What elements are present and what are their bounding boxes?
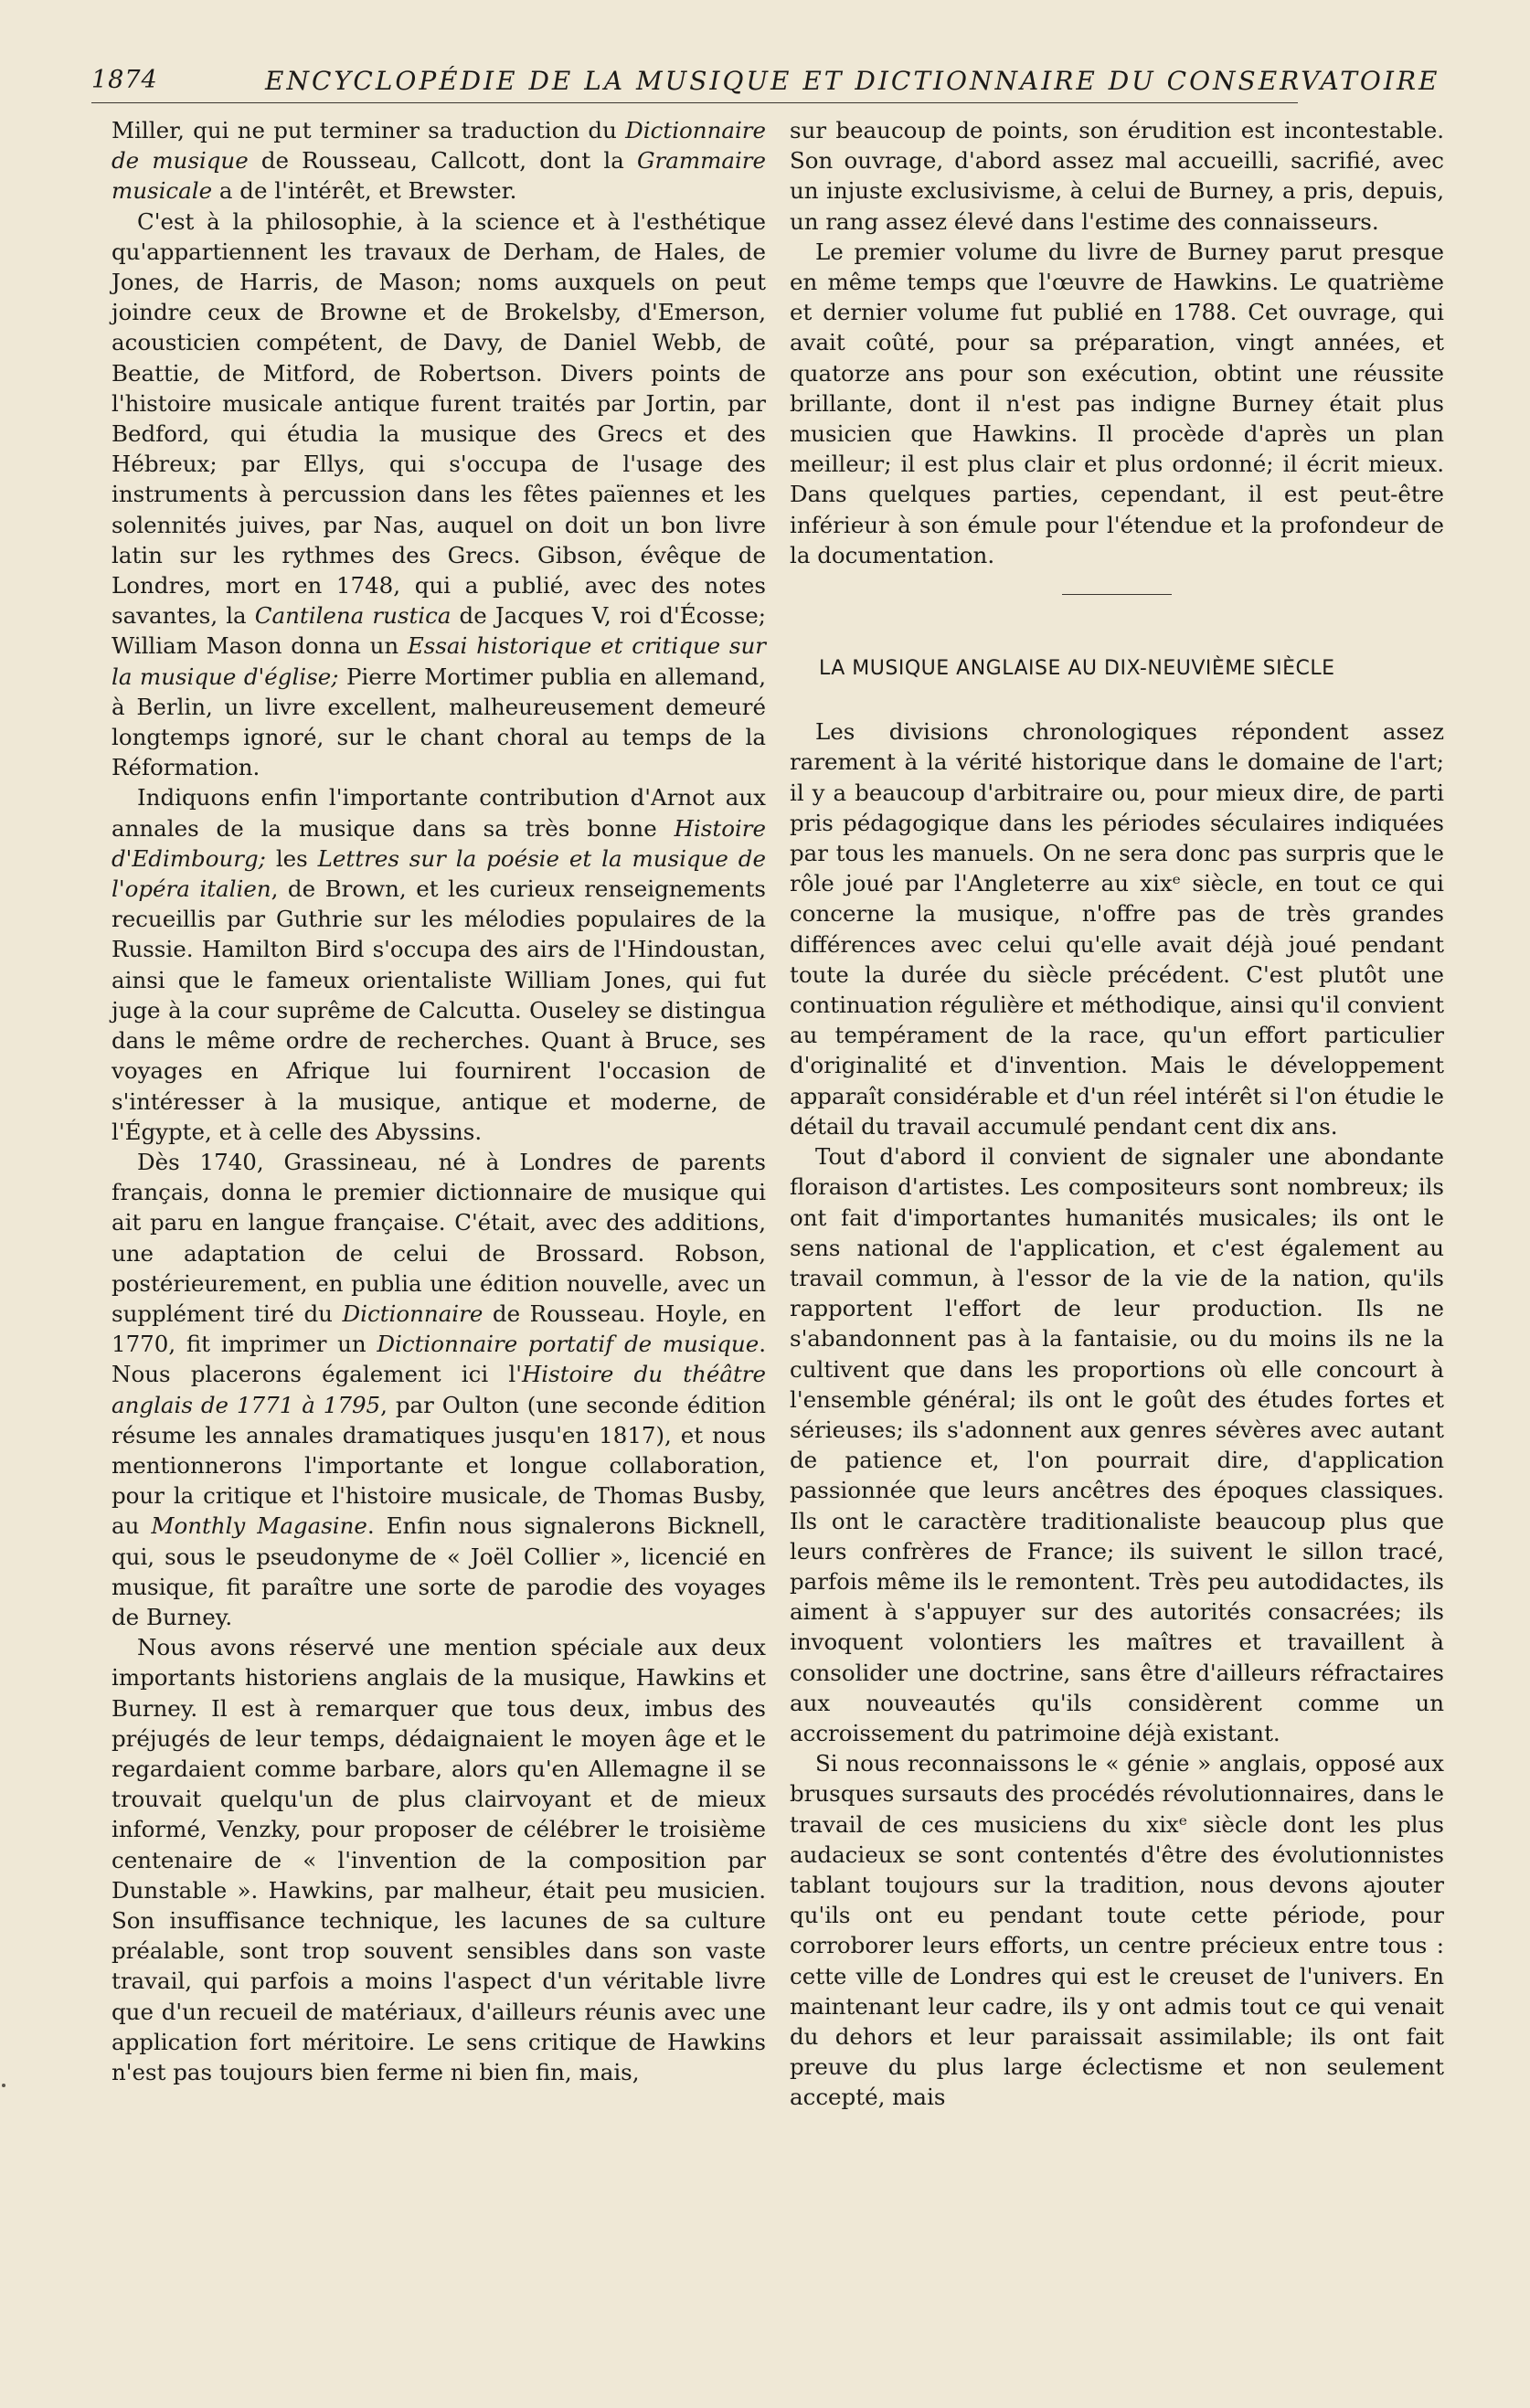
book-title: Histoire du théâtre anglais de 1771 à 1795 [112, 1361, 766, 1418]
text-run: , de Brown, et les curieux renseignements recueillis par Guthrie sur les mélodies populaires de la Russie. Hamilton Bird s'occupa des airs de l'Hindoustan, ainsi que le fameux orientaliste William Jones, qui fut juge à la cour suprême de Calcutta. Ouseley se distingua dans le même ordre de recherches. Quant à Bruce, ses voyages en Afrique lui fournirent l'occasion de s'intéresser à la musique, antique et moderne, de l'Égypte, et à celle des Abyssins. [112, 875, 766, 1145]
book-title: Lettres sur la poésie et la musique de l'opéra italien [112, 844, 766, 903]
text-run: de Rousseau. Hoyle, en 1770, fit imprimer un [112, 1299, 766, 1358]
section-heading: LA MUSIQUE ANGLAISE AU DIX-NEUVIÈME SIÈCLE [819, 657, 1335, 681]
book-title: Grammaire musicale [112, 147, 766, 205]
paragraph [112, 1632, 766, 2087]
book-title: Cantilena rustica [254, 602, 452, 630]
text-run: . Enfin nous signalerons Bicknell, qui, sous le pseudonyme de « Joël Collier », licencié en musique, fit paraître une sorte de parodie des voyages de Burney. [112, 1512, 766, 1630]
paragraph [112, 1147, 766, 1632]
book-title: Histoire d'Edimbourg; [112, 814, 766, 872]
book-title: Monthly Magasine [151, 1512, 367, 1540]
text-run: a de l'intérêt, et Brewster. [212, 177, 517, 205]
text-run: de Rousseau, Callcott, dont la [248, 147, 637, 175]
text-run: , par Oulton (une seconde édition résume les annales dramatiques jusqu'en 1817), et nous mentionnerons l'importante et longue collaboration, pour la critique et l'histoire musicale, de Thomas Busby, au [112, 1391, 767, 1540]
text-run: Pierre Mortimer publia en allemand, à Berlin, un livre excellent, malheureusement demeuré longtemps ignoré, sur le chant choral au temps de la Réformation. [112, 663, 767, 781]
right-column [790, 115, 1444, 2113]
paragraph [112, 115, 766, 207]
paragraph [112, 782, 766, 1146]
text-run: Nous avons réservé une mention spéciale aux deux importants historiens anglais de la musique, Hawkins et Burney. Il est à remarquer que tous deux, imbus des préjugés de leur temps, dédaignaient le moyen âge et le regardaient comme barbare, alors qu'en Allemagne il se trouvait quelqu'un de plus clairvoyant et de mieux informé, Venzky, pour proposer de célébrer le troisième centenaire de « l'invention de la composition par Dunstable ». Hawkins, par malheur, était peu musicien. Son insuffisance technique, les lacunes de sa culture préalable, sont trop souvent sensibles dans son vaste travail, qui parfois a moins l'aspect d'un véritable livre que d'un recueil de matériaux, d'ailleurs réunis avec une application fort méritoire. Le sens critique de Hawkins n'est pas toujours bien ferme ni bien fin, mais, [112, 1634, 766, 2085]
paragraph [112, 207, 766, 783]
section-divider [1062, 594, 1172, 595]
book-title: Essai historique et critique sur la musique d'église; [112, 632, 766, 690]
paragraph: Le premier volume du livre de Burney parut presque en même temps que l'œuvre de Hawkins. Le quatrième et dernier volume fut publié en 1788. Cet ouvrage, qui avait coûté, pour sa préparation, vingt années, et quatorze ans pour son exécution, obtint une réussite brillante, dont il n'est pas indigne Burney était plus musicien que Hawkins. Il procède d'après un plan meilleur; il est plus clair et plus ordonné; il écrit mieux. Dans quelques parties, cependant, il est peut-être inférieur à son émule pour l'étendue et la profondeur de la documentation. [790, 238, 1444, 568]
text-run: Miller, qui ne put terminer sa traduction du [112, 117, 626, 143]
text-run: C'est à la philosophie, à la science et à l'esthétique qu'appartiennent les travaux de Derham, de Hales, de Jones, de Harris, de Mason; noms auxquels on peut joindre ceux de Browne et de Brokelsby, d'Emerson, acousticien compétent, de Davy, de Daniel Webb, de Beattie, de Mitford, de Robertson. Divers points de l'histoire musicale antique furent traités par Jortin, par Bedford, qui étudia la musique des Grecs et des Hébreux; par Ellys, qui s'occupa de l'usage des instruments à percussion dans les fêtes païennes et les solennités juives, par Nas, auquel on doit un bon livre latin sur les rythmes des Grecs. Gibson, évêque de Londres, mort en 1748, qui a publié, avec des notes savantes, la [112, 207, 766, 630]
text-run: les [265, 844, 318, 872]
page-header [91, 66, 1440, 103]
text-run: de Jacques V, roi d'Écosse; William Mason donna un [112, 602, 766, 660]
book-title: Dictionnaire portatif de musique [377, 1331, 760, 1358]
running-title: ENCYCLOPÉDIE DE LA MUSIQUE ET DICTIONNAIRE DU CONSERVATOIRE [265, 66, 1440, 96]
text-run: . Nous placerons également ici l' [112, 1331, 766, 1388]
margin-mark [2, 2084, 5, 2087]
text-run: Indiquons enfin l'importante contribution d'Arnot aux annales de la musique dans sa très bonne [112, 784, 766, 842]
left-column [112, 115, 766, 2087]
book-title: Dictionnaire [342, 1299, 483, 1327]
paragraph: Tout d'abord il convient de signaler une abondante floraison d'artistes. Les compositeurs sont nombreux; ils ont fait d'importantes humanités musicales; ils ont le sens national de l'application, et c'est également au travail commun, à l'essor de la vie de la nation, qu'ils rapportent l'effort de leur production. Ils ne s'abandonnent pas à la fantaisie, ou du moins ils ne la cultivent que dans les proportions où elle concourt à l'ensemble général; ils ont le goût des études fortes et sérieuses; ils s'adonnent aux genres sévères avec autant de patience et, l'on pourrait dire, d'application passionnée que leurs ancêtres des époques classiques. Ils ont le caractère traditionaliste beaucoup plus que leurs confrères de France; ils suivent le sillon tracé, parfois même ils le remontent. Très peu autodidactes, ils aiment à s'appuyer sur des autorités consacrées; ils invoquent volontiers les maîtres et travaillent à consolider une doctrine, sans être d'ailleurs réfractaires aux nouveautés qu'ils considèrent comme un accroissement du patrimoine déjà existant. [790, 1143, 1444, 1746]
book-title: Dictionnaire de musique [112, 117, 766, 175]
paragraph: Si nous reconnaissons le « génie » anglais, opposé aux brusques sursauts des procédés révolutionnaires, dans le travail de ces musiciens du xixᵉ siècle dont les plus audacieux se sont contentés d'être des évolutionnistes tablant toujours sur la tradition, nous devons ajouter qu'ils ont eu pendant toute cette période, pour corroborer leurs efforts, un centre précieux entre tous : cette ville de Londres qui est le creuset de l'univers. En maintenant leur cadre, ils y ont admis tout ce qui venait du dehors et leur paraissait assimilable; ils ont fait preuve du plus large éclectisme et non seulement accepté, mais [790, 1750, 1444, 2111]
page-number: 1874 [91, 66, 158, 94]
paragraph: sur beaucoup de points, son érudition est incontestable. Son ouvrage, d'abord assez mal accueilli, sacrifié, avec un injuste exclusivisme, à celui de Burney, a pris, depuis, un rang assez élevé dans l'estime des connaisseurs. [790, 117, 1444, 235]
paragraph: Les divisions chronologiques répondent assez rarement à la vérité historique dans le domaine de l'art; il y a beaucoup d'arbitraire ou, pour mieux dire, de parti pris pédagogique dans les périodes séculaires indiquées par tous les manuels. On ne sera donc pas surpris que le rôle joué par l'Angleterre au xixᵉ siècle, en tout ce qui concerne la musique, n'offre pas de très grandes différences avec celui qu'elle avait déjà joué pendant toute la durée du siècle précédent. C'est plutôt une continuation régulière et méthodique, ainsi qu'il convient au tempérament de la race, qu'un effort particulier d'originalité et d'invention. Mais le développement apparaît considérable et d'un réel intérêt si l'on étudie le détail du travail accumulé pendant cent dix ans. [790, 718, 1444, 1140]
text-run: Dès 1740, Grassineau, né à Londres de parents français, donna le premier dictionnaire de musique qui ait paru en langue française. C'était, avec des additions, une adaptation de celui de Brossard. Robson, postérieurement, en publia une édition nouvelle, avec un supplément tiré du [112, 1148, 766, 1327]
